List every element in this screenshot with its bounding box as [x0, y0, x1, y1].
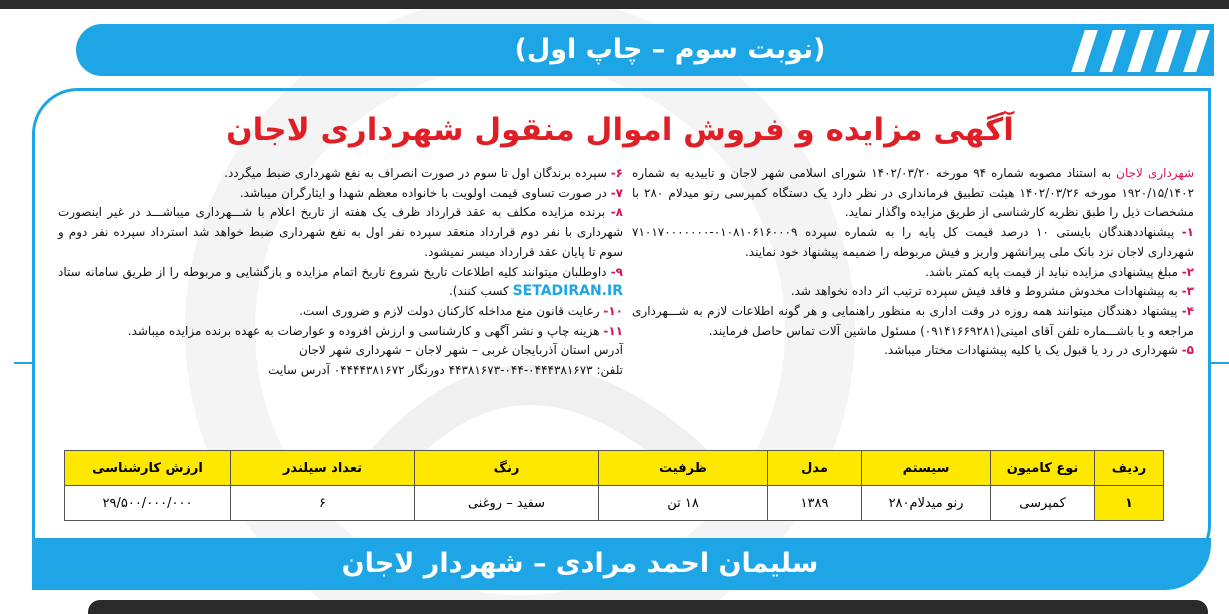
top-border-line	[0, 0, 1229, 9]
notice-title: آگهی مزایده و فروش اموال منقول شهرداری لاجان	[226, 112, 1014, 148]
table-header: تعداد سیلندر	[231, 451, 415, 486]
clause-6: ۶- سپرده برندگان اول تا سوم در صورت انصراف به نفع شهرداری ضبط میگردد.	[224, 166, 623, 180]
table-cell: سفید – روغنی	[415, 486, 599, 521]
mayor-signature: سلیمان احمد مرادی – شهردار لاجان	[341, 548, 819, 579]
clause-3: ۳- به پیشنهادات مخدوش مشروط و فاقد فیش سپرده ترتیب اثر داده نخواهد شد.	[790, 284, 1194, 299]
left-column	[58, 164, 623, 381]
clause-9: ۹- داوطلبان میتوانند کلیه اطلاعات تاریخ شروع تاریخ اتمام مزایده و بازگشایی و مربوطه را از طریق سامانه ستاد SETADIRAN.IR کسب کنند).	[58, 264, 623, 300]
table-cell: ۲۹/۵۰۰/۰۰۰/۰۰۰	[65, 486, 231, 521]
table-header: نوع کامیون	[991, 451, 1095, 486]
intro-paragraph	[632, 164, 1194, 223]
clause-10: ۱۰- رعایت قانون منع مداخله کارکنان دولت لازم و ضروری است.	[299, 303, 623, 318]
table-header: ارزش کارشناسی	[65, 451, 231, 486]
clause-4: ۴- پیشنهاد دهندگان میتوانند همه روزه در وقت اداری به منظور راهنمایی و هر گونه اطلاعات لازم به شـــهرداری مراجعه و یا باشـــماره تلفن آقای امینی(۰۹۱۴۱۶۶۹۲۸۱) مسئول ماشین آلات تماس حاصل فرمایند.	[632, 303, 1194, 338]
frame-side-mark	[1209, 362, 1229, 364]
table-header: سیستم	[862, 451, 991, 486]
table-header: مدل	[768, 451, 862, 486]
right-column	[632, 164, 1194, 361]
table-row	[65, 486, 1164, 521]
intro-text: به استناد مصوبه شماره ۹۴ مورخه ۱۴۰۲/۰۳/۲۰ شورای اسلامی شهر لاجان و تاییدیه به شماره ۱۹۲۰/۱۵/۱۴۰۲ مورخه ۱۴۰۲/۰۳/۲۶ هیئت تطبیق فرمانداری در نظر دارد یک دستگاه کمپرسی رنو میدلام ۲۸۰ با مشخصات ذیل را طبق نظریه کارشناسی از طریق مزایده واگذار نماید.	[632, 166, 1195, 220]
vehicle-spec-table	[64, 450, 1164, 521]
clause-7: ۷- در صورت تساوی قیمت اولویت با خانواده معظم شهدا و ایثارگران میباشد.	[239, 185, 623, 200]
clause-2: ۲- مبلغ پیشنهادی مزایده نباید از قیمت پایه کمتر باشد.	[925, 264, 1194, 279]
setad-website-link[interactable]: SETADIRAN.IR	[512, 283, 623, 300]
table-cell: ۱	[1095, 486, 1164, 521]
table-header: رنگ	[415, 451, 599, 486]
clause-1: ۱- پیشنهاددهندگان بایستی ۱۰ درصد قیمت کل پایه را به شماره سپرده ۰۱۰۸۱۰۶۱۶۰۰۰۹-۷۱۰۱۷۰۰۰۰۰۰۰ شهرداری لاجان نزد بانک ملی پیرانشهر واریز و فیش مربوطه را ضمیمه پیشنهاد خود نمایند.	[632, 225, 1194, 259]
clause-8: ۸- برنده مزایده مکلف به عقد قرارداد ظرف یک هفته از تاریخ اعلام با شـــهرداری میباشـــد در غیر اینصورت شهرداری با نفر دوم قرارداد منعقد سپرده نفر اول به نفع شهرداری ضبط خواهد شد استرداد سپرده نفر دوم و سوم تا پایان عقد قرارداد میسر نمیشود.	[58, 205, 623, 259]
frame-side-mark	[14, 362, 34, 364]
table-cell: ۱۳۸۹	[768, 486, 862, 521]
table-cell: کمپرسی	[991, 486, 1095, 521]
table-cell: رنو میدلام۲۸۰	[862, 486, 991, 521]
table-cell: ۱۸ تن	[599, 486, 768, 521]
clause-5: ۵- شهرداری در رد یا قبول یک یا کلیه پیشنهادات مختار میباشد.	[884, 343, 1194, 358]
table-header: ظرفیت	[599, 451, 768, 486]
table-header: ردیف	[1095, 451, 1164, 486]
address-line: آدرس استان آذربایجان غربی – شهر لاجان – شهرداری شهر لاجان	[299, 343, 623, 358]
phone-line: تلفن: ۰۴۴۴۳۸۱۶۷۳-۰۴۴-۴۴۳۸۱۶۷۳ دورنگار ۰۴۴۴۴۳۸۱۶۷۲ آدرس سایت	[268, 363, 623, 378]
round-banner-text: (نوبت سوم – چاپ اول)	[514, 34, 826, 65]
table-cell: ۶	[231, 486, 415, 521]
table-header-row	[65, 451, 1164, 486]
intro-municipality: شهرداری لاجان	[1116, 166, 1194, 180]
clause-11: ۱۱- هزینه چاپ و نشر آگهی و کارشناسی و ارزش افزوده و عوارضات به عهده برنده مزایده میباشد.	[127, 323, 623, 338]
